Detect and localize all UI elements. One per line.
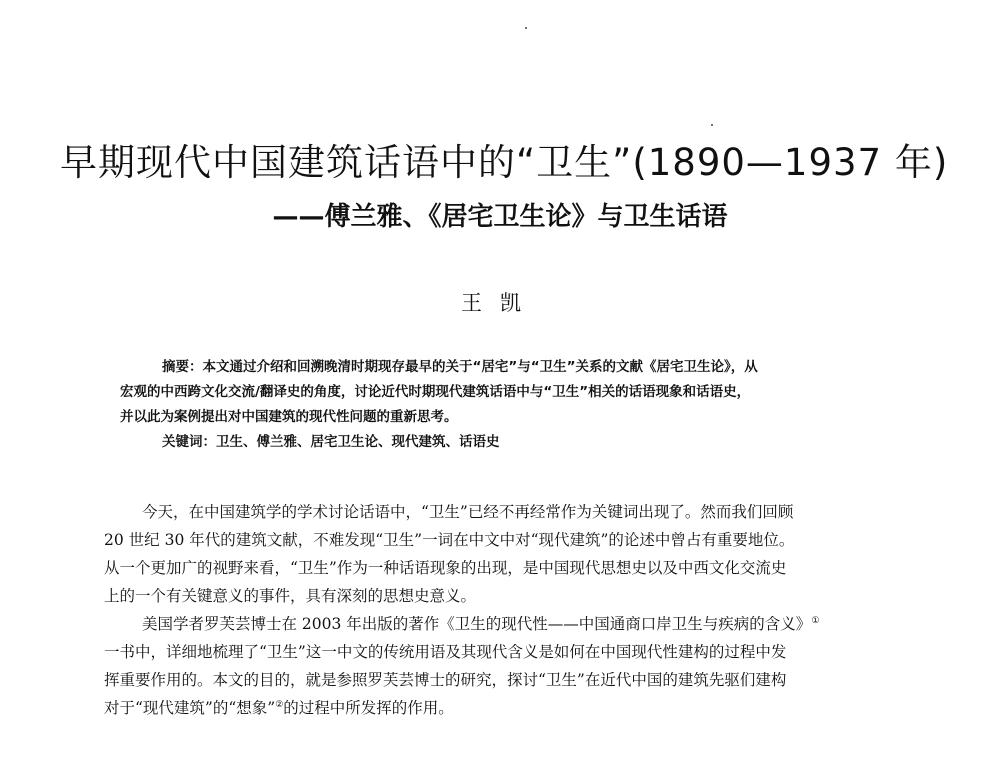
abstract-block: [120, 355, 880, 455]
abstract-line: 宏观的中西跨文化交流/翻译史的角度，讨论近代时期现代建筑话语中与“卫生”相关的话语现象和话语史，: [120, 384, 751, 400]
keywords-line: 关键词：卫生、傅兰雅、居宅卫生论、现代建筑、话语史: [162, 434, 500, 450]
body-line: 20 世纪 30 年代的建筑文献，不难发现“卫生”一词在中文中对“现代建筑”的论述中曾占有重要地位。: [104, 531, 795, 549]
paper-title: 早期现代中国建筑话语中的“卫生”(1890—1937 年): [60, 141, 949, 184]
footnote-marker[interactable]: ②: [275, 699, 284, 710]
abstract-line: 摘要：本文通过介绍和回溯晚清时期现存最早的关于“居宅”与“卫生”关系的文献《居宅卫生论》，从: [162, 359, 758, 375]
abstract-line: 并以此为案例提出对中国建筑的现代性问题的重新思考。: [120, 409, 458, 425]
body-line: 上的一个有关键意义的事件，具有深刻的思想史意义。: [104, 587, 477, 605]
body-line: 一书中，详细地梳理了“卫生”这一中文的传统用语及其现代含义是如何在中国现代性建构的过程中发: [104, 643, 787, 661]
body-line: 今天，在中国建筑学的学术讨论话语中，“卫生”已经不再经常作为关键词出现了。然而我们回顾: [142, 503, 794, 521]
footnote-marker[interactable]: ①: [811, 615, 820, 626]
body-line: [104, 694, 894, 722]
body-line: 从一个更加广的视野来看，“卫生”作为一种话语现象的出现，是中国现代思想史以及中西文化交流史: [104, 559, 787, 577]
scan-speck: [711, 124, 713, 126]
body-text: [104, 498, 894, 722]
author-name: 王凯: [461, 291, 539, 315]
body-text-span: 的过程中所发挥的作用。: [283, 699, 454, 717]
body-text-span: 对于“现代建筑”的“想象”: [104, 699, 276, 717]
body-line: 挥重要作用的。本文的目的，就是参照罗芙芸博士的研究，探讨“卫生”在近代中国的建筑先驱们建构: [104, 671, 787, 689]
body-text-span: 美国学者罗芙芸博士在 2003 年出版的著作《卫生的现代性——中国通商口岸卫生与疾病的含义》: [142, 615, 812, 633]
scan-speck: [525, 27, 527, 29]
paper-subtitle: ——傅兰雅、《居宅卫生论》与卫生话语: [272, 202, 728, 232]
body-line: [104, 610, 894, 638]
